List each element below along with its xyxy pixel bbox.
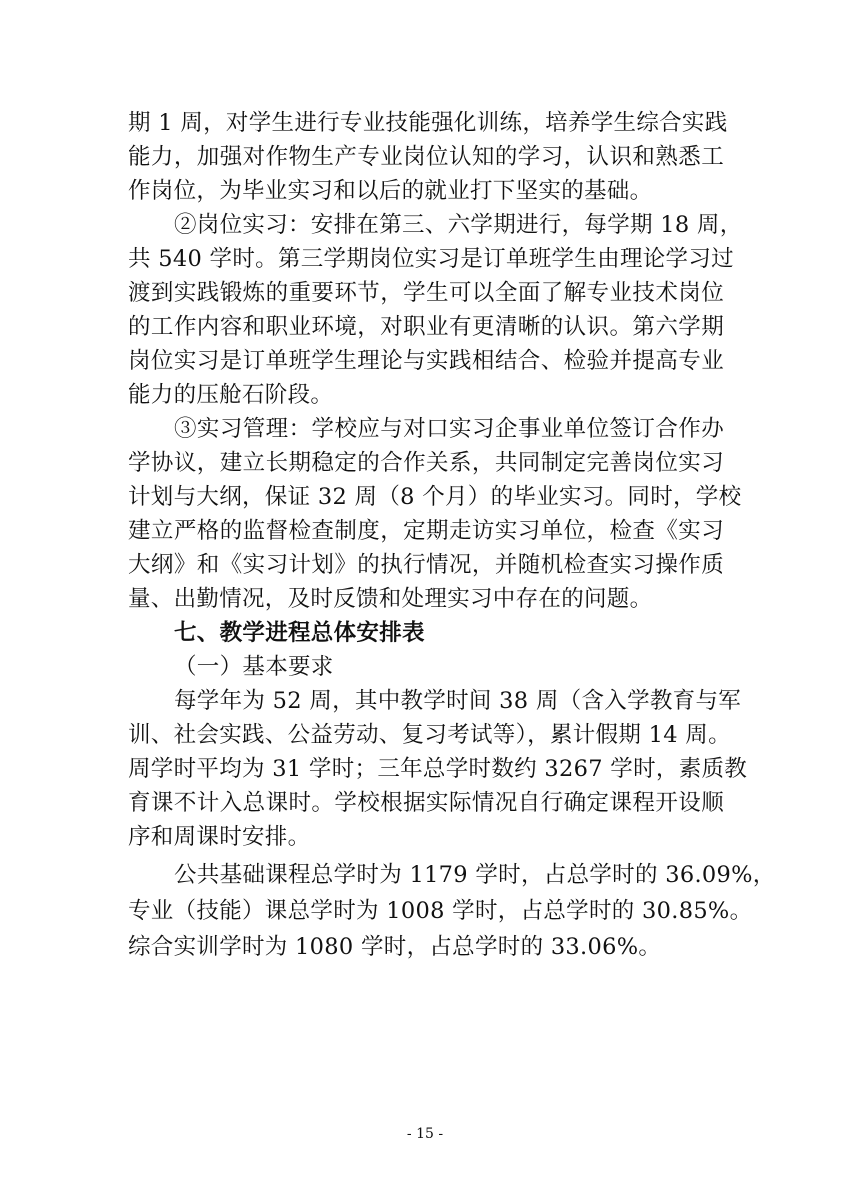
body-line: 学协议，建立长期稳定的合作关系，共同制定完善岗位实习 <box>128 450 724 476</box>
body-line: 期 1 周，对学生进行专业技能强化训练，培养学生综合实践 <box>128 110 728 136</box>
body-line: 共 540 学时。第三学期岗位实习是订单班学生由理论学习过 <box>128 246 734 272</box>
body-line: 渡到实践锻炼的重要环节，学生可以全面了解专业技术岗位 <box>128 280 724 306</box>
body-line: 计划与大纲，保证 32 周（8 个月）的毕业实习。同时，学校 <box>128 484 742 510</box>
body-line: 每学年为 52 周，其中教学时间 38 周（含入学教育与军 <box>174 688 742 714</box>
section-heading: 七、教学进程总体安排表 <box>174 620 425 646</box>
body-line: ③实习管理：学校应与对口实习企事业单位签订合作办 <box>174 416 724 442</box>
body-line: 专业（技能）课总学时为 1008 学时，占总学时的 30.85%。 <box>128 898 753 924</box>
body-line: 能力的压舱石阶段。 <box>128 382 334 408</box>
body-line: 大纲》和《实习计划》的执行情况，并随机检查实习操作质 <box>128 552 724 578</box>
body-line: 岗位实习是订单班学生理论与实践相结合、检验并提高专业 <box>128 348 724 374</box>
body-line: 作岗位，为毕业实习和以后的就业打下坚实的基础。 <box>128 178 653 204</box>
body-line: 能力，加强对作物生产专业岗位认知的学习，认识和熟悉工 <box>128 144 724 170</box>
body-line: 量、出勤情况，及时反馈和处理实习中存在的问题。 <box>128 586 653 612</box>
body-line: 综合实训学时为 1080 学时，占总学时的 33.06%。 <box>128 934 662 960</box>
body-line: 育课不计入总课时。学校根据实际情况自行确定课程开设顺 <box>128 790 724 816</box>
body-line: 训、社会实践、公益劳动、复习考试等），累计假期 14 周。 <box>128 722 731 748</box>
body-line: 的工作内容和职业环境，对职业有更清晰的认识。第六学期 <box>128 314 724 340</box>
body-line: 序和周课时安排。 <box>128 824 311 850</box>
body-line: 建立严格的监督检查制度，定期走访实习单位，检查《实习 <box>128 518 724 544</box>
subsection-heading: （一）基本要求 <box>174 654 334 680</box>
page-number: - 15 - <box>406 1126 444 1142</box>
body-line: 公共基础课程总学时为 1179 学时，占总学时的 36.09%， <box>174 862 776 888</box>
body-line: ②岗位实习：安排在第三、六学期进行，每学期 18 周， <box>174 212 743 238</box>
body-line: 周学时平均为 31 学时；三年总学时数约 3267 学时，素质教 <box>128 756 748 782</box>
